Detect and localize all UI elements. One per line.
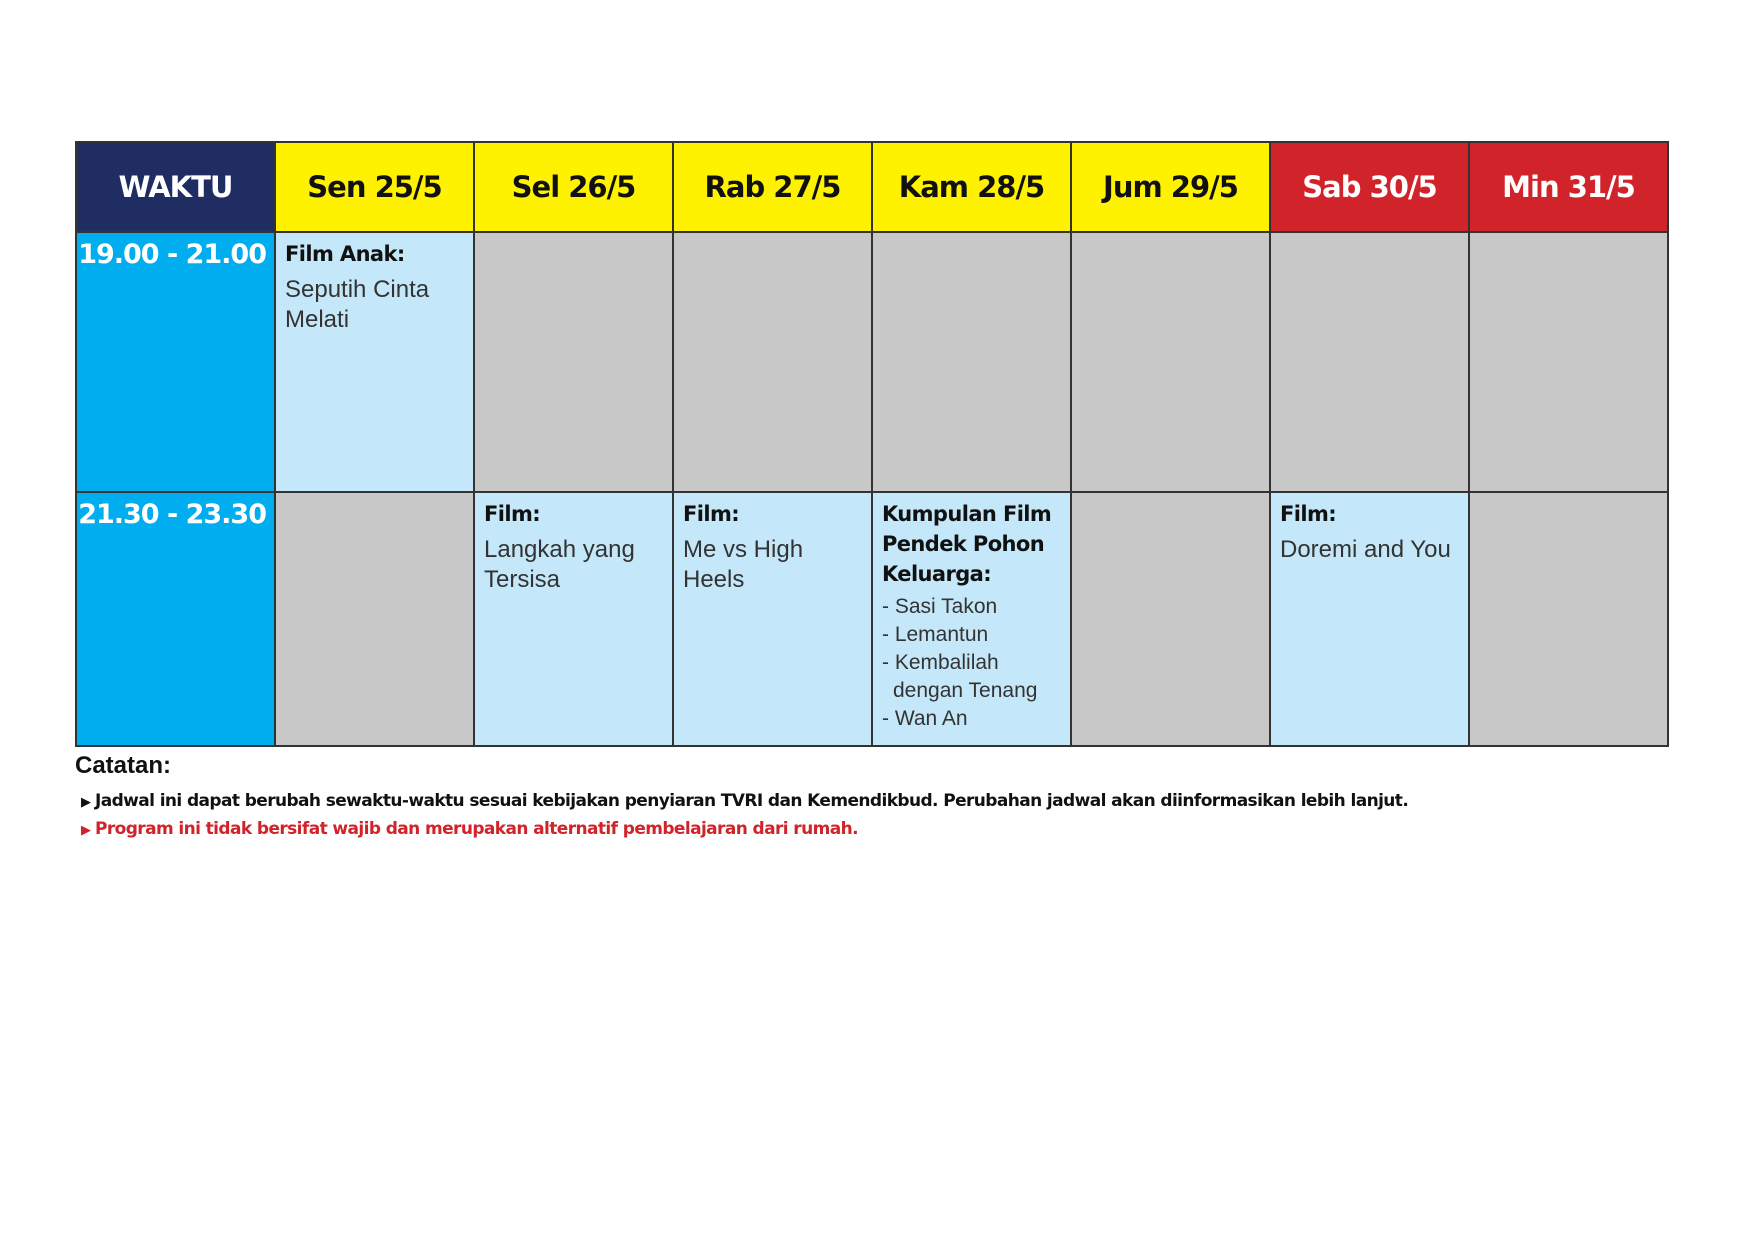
list-item: - Wan An bbox=[882, 705, 1062, 733]
program-title: Doremi and You bbox=[1280, 536, 1451, 563]
time-slot-1: 19.00 - 21.00 bbox=[76, 232, 275, 492]
header-day-rab: Rab 27/5 bbox=[673, 142, 872, 232]
empty-cell bbox=[673, 232, 872, 492]
header-day-sab: Sab 30/5 bbox=[1270, 142, 1469, 232]
note-text: Jadwal ini dapat berubah sewaktu-waktu sesuai kebijakan penyiaran TVRI dan Kemendikbud. Perubahan jadwal akan diinformasikan lebih lanjut. bbox=[95, 791, 1409, 811]
program-heading: Film: bbox=[683, 502, 740, 526]
program-cell-sen-1 bbox=[275, 232, 474, 492]
empty-cell bbox=[1270, 232, 1469, 492]
header-day-jum: Jum 29/5 bbox=[1071, 142, 1270, 232]
header-waktu: WAKTU bbox=[76, 142, 275, 232]
program-title: Langkah yang Tersisa bbox=[484, 536, 635, 593]
time-slot-2: 21.30 - 23.30 bbox=[76, 492, 275, 746]
notes-section bbox=[75, 752, 1408, 844]
note-text: Program ini tidak bersifat wajib dan merupakan alternatif pembelajaran dari rumah. bbox=[95, 819, 858, 839]
program-heading: Film Anak: bbox=[285, 242, 405, 266]
list-item: - Kembalilah dengan Tenang bbox=[882, 649, 1062, 705]
header-day-sel: Sel 26/5 bbox=[474, 142, 673, 232]
program-heading: Film: bbox=[484, 502, 541, 526]
list-item: - Sasi Takon bbox=[882, 593, 1062, 621]
program-cell-sel-2 bbox=[474, 492, 673, 746]
empty-cell bbox=[872, 232, 1071, 492]
empty-cell bbox=[474, 232, 673, 492]
program-cell-kam-2 bbox=[872, 492, 1071, 746]
program-cell-rab-2 bbox=[673, 492, 872, 746]
program-heading: Kumpulan Film Pendek Pohon Keluarga: bbox=[882, 502, 1052, 586]
list-item: - Lemantun bbox=[882, 621, 1062, 649]
program-title: Me vs High Heels bbox=[683, 536, 804, 593]
empty-cell bbox=[1469, 232, 1668, 492]
schedule-table bbox=[75, 141, 1669, 747]
program-list bbox=[882, 593, 1062, 733]
empty-cell bbox=[1071, 232, 1270, 492]
header-day-min: Min 31/5 bbox=[1469, 142, 1668, 232]
note-item bbox=[75, 788, 1408, 816]
header-day-kam: Kam 28/5 bbox=[872, 142, 1071, 232]
header-row bbox=[76, 142, 1668, 232]
program-heading: Film: bbox=[1280, 502, 1337, 526]
caret-right-icon: ▶ bbox=[81, 795, 91, 810]
empty-cell bbox=[1071, 492, 1270, 746]
notes-title: Catatan: bbox=[75, 752, 172, 779]
note-item bbox=[75, 816, 1408, 844]
header-day-sen: Sen 25/5 bbox=[275, 142, 474, 232]
schedule-row-2 bbox=[76, 492, 1668, 746]
program-cell-sab-2 bbox=[1270, 492, 1469, 746]
program-title: Seputih Cinta Melati bbox=[285, 276, 430, 333]
empty-cell bbox=[1469, 492, 1668, 746]
empty-cell bbox=[275, 492, 474, 746]
caret-right-icon: ▶ bbox=[81, 823, 91, 838]
schedule-row-1 bbox=[76, 232, 1668, 492]
